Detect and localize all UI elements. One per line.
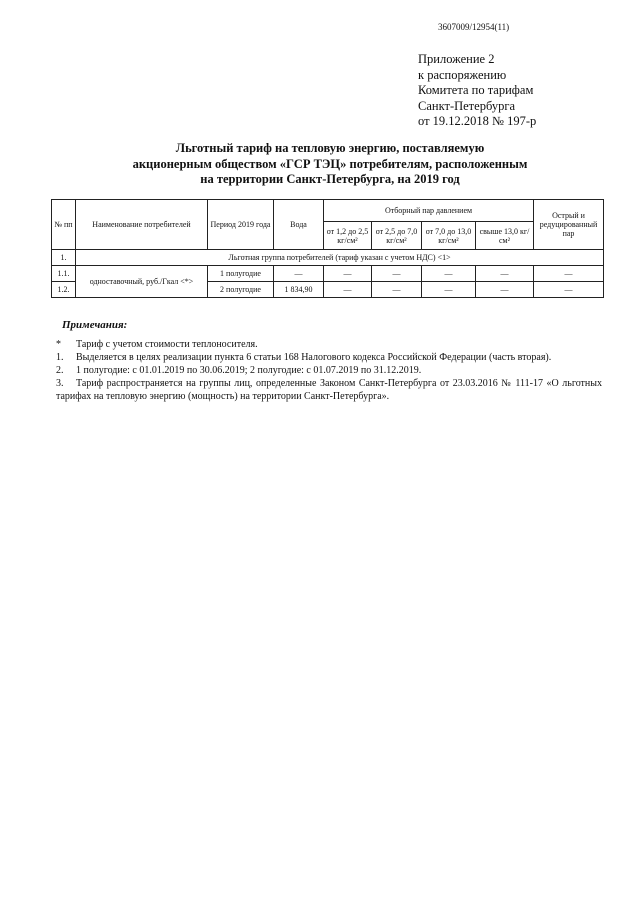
header-steam-1: от 1,2 до 2,5 кг/см² [324, 222, 372, 250]
appendix-line: Приложение 2 [418, 52, 495, 66]
table-group-row [52, 250, 604, 266]
row-steam-1: — [324, 266, 372, 282]
title-line: акционерным обществом «ГСР ТЭЦ» потребителям, расположенным [132, 156, 528, 171]
note-item [56, 364, 602, 377]
note-text: Тариф распространяется на группы лиц, определенные Законом Санкт-Петербурга от 23.03.2016 № 111-17 «О льготных тарифах на тепловую энергию (мощность) на территории Санкт-Петербурга». [56, 378, 602, 402]
title-line: Льготный тариф на тепловую энергию, поставляемую [175, 141, 485, 155]
row-steam-4: — [476, 266, 534, 282]
document-number: 3607009/12954(11) [438, 22, 510, 32]
note-marker: 3. [56, 378, 64, 389]
appendix-line: к распоряжению [418, 67, 507, 82]
header-steam-group: Отборный пар давлением [324, 200, 534, 222]
appendix-block [418, 52, 536, 130]
note-marker: 1. [56, 352, 64, 363]
title-line: на территории Санкт-Петербурга, на 2019 год [200, 172, 460, 186]
row-period: 2 полугодие [208, 282, 274, 298]
note-text: Выделяется в целях реализации пункта 6 статьи 168 Налогового кодекса Российской Федерации (часть вторая). [76, 352, 552, 363]
appendix-line: от 19.12.2018 № 197-р [418, 114, 537, 128]
appendix-line: Санкт-Петербурга [418, 98, 516, 113]
header-steam-3: от 7,0 до 13,0 кг/см² [422, 222, 476, 250]
row-steam-3: — [422, 282, 476, 298]
row-steam-2: — [372, 282, 422, 298]
row-steam-3: — [422, 266, 476, 282]
header-period: Период 2019 года [208, 200, 274, 250]
table-header-row [52, 200, 604, 222]
group-num: 1. [52, 250, 76, 266]
row-sharp: — [534, 266, 604, 282]
header-consumers: Наименование потребителей [76, 200, 208, 250]
note-item [56, 338, 602, 351]
note-item [56, 351, 602, 364]
header-water: Вода [274, 200, 324, 250]
note-marker: * [56, 339, 61, 350]
row-consumer: одноставочный, руб./Гкал <*> [76, 266, 208, 298]
row-sharp: — [534, 282, 604, 298]
notes-title: Примечания: [62, 319, 128, 331]
row-water: — [274, 266, 324, 282]
row-num: 1.1. [52, 266, 76, 282]
note-item [56, 377, 602, 403]
notes-list [56, 338, 602, 403]
row-steam-2: — [372, 266, 422, 282]
row-water: 1 834,90 [274, 282, 324, 298]
header-sharp-steam: Острый и редуцированный пар [534, 200, 604, 250]
header-num: № пп [52, 200, 76, 250]
note-text: 1 полугодие: с 01.01.2019 по 30.06.2019; 2 полугодие: с 01.07.2019 по 31.12.2019. [76, 365, 422, 376]
appendix-line: Комитета по тарифам [418, 83, 534, 97]
table-row [52, 266, 604, 282]
header-steam-4: свыше 13,0 кг/см² [476, 222, 534, 250]
header-steam-2: от 2,5 до 7,0 кг/см² [372, 222, 422, 250]
note-marker: 2. [56, 365, 64, 376]
row-num: 1.2. [52, 282, 76, 298]
note-text: Тариф с учетом стоимости теплоносителя. [76, 339, 258, 350]
row-steam-1: — [324, 282, 372, 298]
tariff-table [51, 199, 604, 298]
document-title [60, 141, 600, 188]
row-period: 1 полугодие [208, 266, 274, 282]
row-steam-4: — [476, 282, 534, 298]
group-label: Льготная группа потребителей (тариф указан с учетом НДС) <1> [76, 250, 604, 266]
